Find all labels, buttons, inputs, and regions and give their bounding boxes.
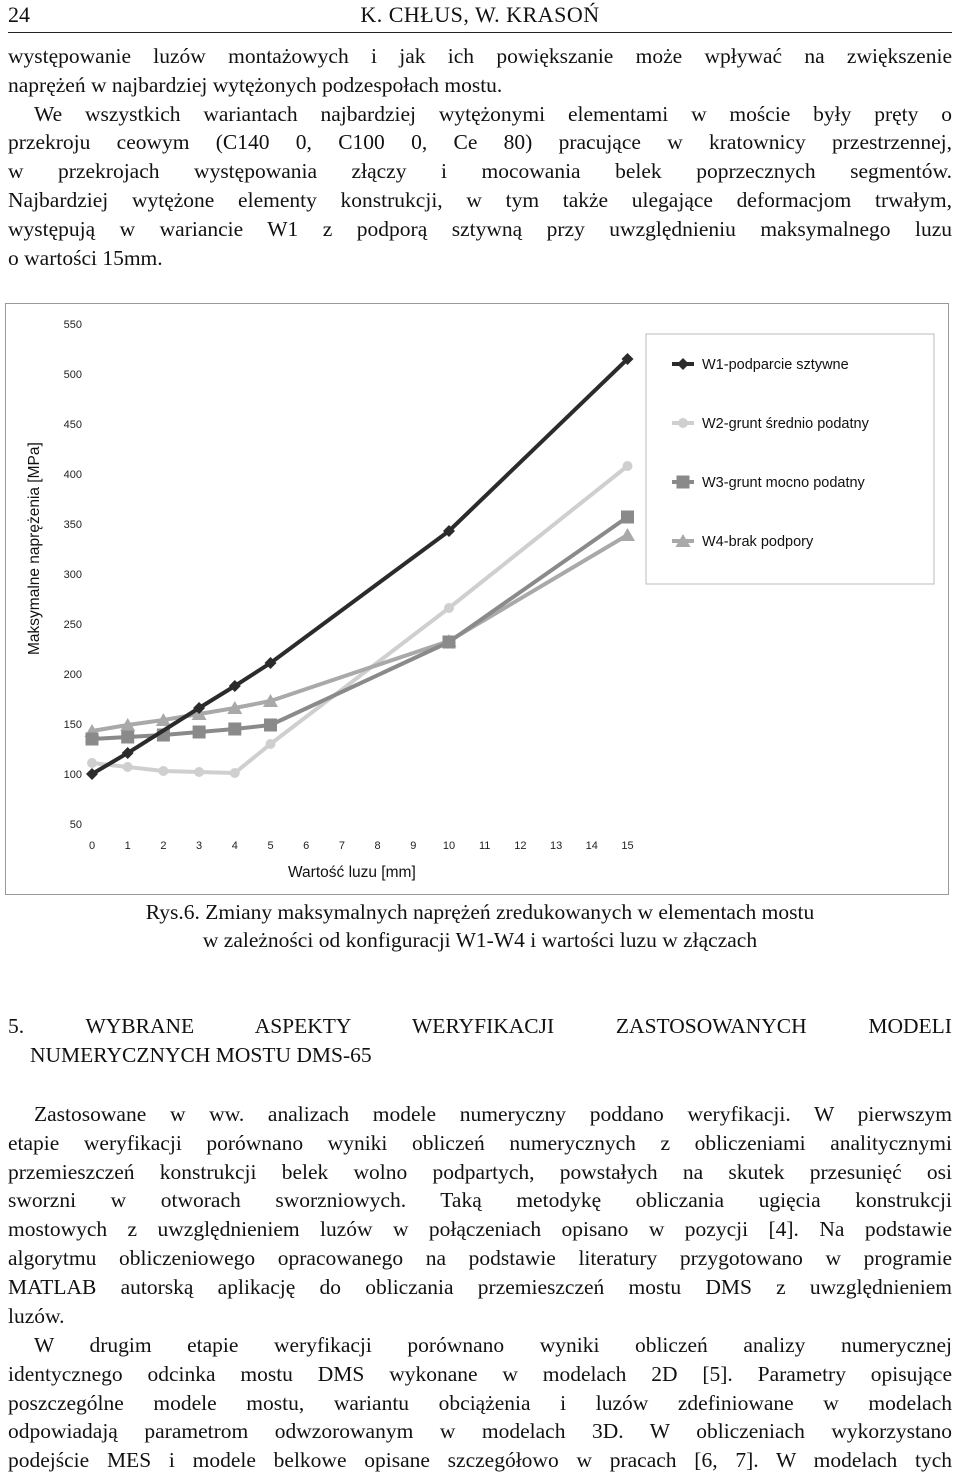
legend-label: W1-podparcie sztywne [702,357,849,373]
text-line: identycznego odcinka mostu DMS wykonane w modelach 2D [5]. Parametry opisujące [8,1361,952,1386]
running-head-authors: K. CHŁUS, W. KRASOŃ [360,2,600,27]
y-tick-label: 500 [63,369,82,381]
page-header [8,0,952,32]
x-tick-label: 11 [478,840,491,852]
x-tick-label: 5 [267,840,274,852]
x-tick-label: 15 [621,840,634,852]
text-line: Najbardziej wytężone elementy konstrukcji, w tym także ulegające deformacjom trwałym, [8,187,952,212]
legend-marker-square [677,476,690,489]
x-tick-label: 3 [196,840,203,852]
text-line: sworzni w otworach sworzniowych. Taką metodykę obliczania ugięcia konstrukcji [8,1188,952,1213]
data-point-circle [123,762,133,772]
heading-word: WERYFIKACJI [412,1014,555,1038]
y-tick-label: 150 [63,719,82,731]
text-line: o wartości 15mm. [8,245,163,270]
caption-line-1: Rys.6. Zmiany maksymalnych naprężeń zredukowanych w elementach mostu [145,900,815,924]
text-line: We wszystkich wariantach najbardziej wytężonymi elementami w moście były pręty o [34,101,952,126]
y-tick-label: 250 [63,619,82,631]
text-line: luzów. [8,1303,65,1328]
text-line: etapie weryfikacji porównano wyniki obliczeń numerycznych z obliczeniami analitycznymi [8,1130,952,1155]
data-point-square [86,733,99,746]
data-point-circle [230,768,240,778]
text-line: podejście MES i modele belkowe opisane szczegółowo w pracach [6, 7]. W modelach tych [8,1448,952,1473]
legend-label: W3-grunt mocno podatny [702,475,865,491]
stress-chart-figure [5,303,949,895]
heading-word: WYBRANE [85,1014,195,1038]
y-tick-label: 400 [63,469,82,481]
figure-caption [0,898,960,954]
text-line: występują w wariancie W1 z podporą sztywną przy uwzględnieniu maksymalnego luzu [8,216,952,241]
y-tick-label: 50 [69,819,82,831]
text-line: przemieszczeń konstrukcji belek wolno podpartych, powstałych na skutek przesunięć osi [8,1159,952,1184]
legend-label: W2-grunt średnio podatny [702,416,869,432]
data-point-circle [158,766,168,776]
text-line: W drugim etapie weryfikacji porównano wyniki obliczeń analizy numerycznej [34,1333,952,1357]
series-line-square [92,517,628,739]
section-heading-line-1 [8,1012,952,1041]
paragraph-verification-2 [8,1331,952,1475]
text-line: poszczególne modele mostu, wariantu obciążenia i luzów zdefiniowane w modelach [8,1390,952,1415]
text-line: w przekrojach występowania złączy i mocowania belek poprzecznych segmentów. [8,159,952,184]
paragraph-intro [8,42,952,272]
data-point-circle [266,739,276,749]
text-line: Zastosowane w ww. analizach modele numeryczny poddano weryfikacji. W pierwszym [34,1102,952,1126]
page-number: 24 [8,2,30,27]
x-axis-label: Wartość luzu [mm] [288,864,416,881]
text-line: występowanie luzów montażowych i jak ich powiększanie może wpływać na zwiększenie [8,44,952,68]
y-tick-label: 550 [63,319,82,331]
x-tick-label: 0 [88,840,96,852]
data-point-square [621,511,634,524]
x-tick-label: 2 [160,840,167,852]
section-heading [8,1012,952,1070]
heading-word: ASPEKTY [254,1014,351,1038]
y-tick-label: 450 [63,419,82,431]
data-point-circle [444,603,454,613]
section-heading-line-2: NUMERYCZNYCH MOSTU DMS-65 [30,1042,372,1067]
data-point-circle [623,461,633,471]
data-point-square [443,636,456,649]
heading-word: ZASTOSOWANYCH [615,1014,807,1038]
legend-marker-diamond [677,358,689,370]
x-tick-label: 9 [410,840,417,852]
x-tick-label: 12 [514,840,527,852]
text-line: MATLAB autorską aplikację do obliczania przemieszczeń mostu DMS z uwzględnieniem [8,1274,952,1299]
y-axis-label: Maksymalne naprężenia [MPa] [26,442,43,655]
x-tick-label: 6 [303,840,310,852]
paragraph-verification-1 [8,1100,952,1330]
section-number: 5. [8,1014,25,1038]
caption-line-2: w zależności od konfiguracji W1-W4 i wartości luzu w złączach [202,928,758,952]
x-tick-label: 13 [549,840,563,852]
data-point-square [193,726,206,739]
y-tick-label: 300 [63,569,82,581]
y-tick-label: 200 [63,669,82,681]
legend-marker-circle [678,418,688,428]
text-line: przekroju ceowym (C140 0, C100 0, Ce 80) pracujące w kratownicy przestrzennej, [8,130,952,155]
series-line-diamond [92,359,628,774]
data-point-circle [194,767,204,777]
data-point-triangle [620,528,635,541]
text-line: odpowiadają parametrom odwzorowanym w modelach 3D. W obliczeniach wykorzystano [8,1419,952,1444]
x-tick-label: 1 [124,840,131,852]
heading-word: MODELI [868,1014,952,1038]
y-tick-label: 100 [63,769,82,781]
header-rule [8,32,952,33]
text-line: naprężeń w najbardziej wytężonych podzespołach mostu. [8,72,503,97]
data-point-circle [87,758,97,768]
data-point-square [121,731,134,744]
y-tick-label: 350 [63,519,82,531]
data-point-square [264,719,277,732]
x-tick-label: 10 [442,840,456,852]
text-line: mostowych z uwzględnieniem luzów w połączeniach opisano w pozycji [4]. Na podstawie [8,1217,952,1242]
legend-label: W4-brak podpory [702,534,814,550]
x-tick-label: 8 [374,840,381,852]
series-line-triangle [92,535,628,731]
text-line: algorytmu obliczeniowego opracowanego na podstawie literatury przygotowano w programie [8,1245,952,1270]
stress-chart [6,304,947,893]
x-tick-label: 14 [585,840,598,852]
data-point-square [228,723,241,736]
x-tick-label: 4 [231,840,238,852]
x-tick-label: 7 [338,840,345,852]
